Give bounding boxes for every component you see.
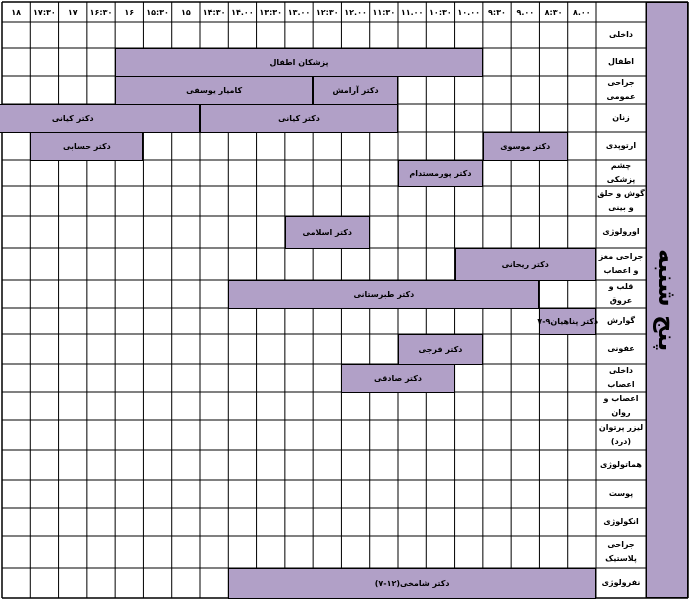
schedule-block (115, 76, 313, 105)
time-header: ۱۴:۳۰ (202, 7, 226, 17)
department-label: داخلی (609, 30, 633, 39)
department-label: عفونی (607, 344, 635, 353)
schedule-block (228, 280, 539, 309)
schedule-block (285, 216, 370, 249)
doctor-name: دکتر طبرستانی (353, 290, 415, 299)
schedule-block (0, 104, 200, 133)
doctor-name: دکتر شامخی(۱۲-۷) (374, 579, 450, 588)
department-label: اورولوژی (602, 227, 640, 236)
schedule-block (398, 334, 483, 365)
department-label: هماتولوژی (600, 460, 642, 469)
time-header: ۱۰.۰۰ (457, 7, 480, 17)
schedule-block (228, 568, 596, 599)
schedule-block (313, 76, 398, 105)
schedule-block (537, 308, 599, 335)
department-label: گوش و حلق و بینی (597, 189, 645, 212)
time-header: ۱۶:۳۰ (89, 7, 113, 17)
department-label: قلب و عروق (608, 282, 634, 305)
department-label: جراحی عمومی (606, 78, 636, 101)
doctor-name: دکتر فرجی (418, 345, 463, 354)
doctor-name: کامیار یوسفی (186, 86, 243, 95)
department-label: اعصاب و روان (603, 394, 639, 417)
doctor-name: پزشکان اطفال (269, 58, 329, 67)
time-header: ۱۳.۰۰ (287, 7, 311, 17)
department-label: لیزر پرتوان (درد) (598, 423, 644, 446)
department-label: زنان (612, 113, 630, 122)
doctor-name: دکتر کیانی (51, 114, 94, 123)
department-label: ارتوپدی (605, 141, 637, 150)
time-header: ۱۵:۳۰ (146, 7, 169, 17)
doctor-name: دکتر آرامش (332, 86, 379, 95)
schedule-block (115, 48, 483, 77)
time-header: ۱۴.۰۰ (231, 7, 254, 17)
time-header: ۸.۰۰ (573, 7, 591, 17)
time-header: ۱۱:۳۰ (372, 7, 396, 17)
department-label: انکولوژی (603, 517, 639, 526)
schedule-block (30, 132, 143, 161)
time-header: ۱۷ (67, 7, 78, 17)
time-header: ۱۰:۳۰ (429, 7, 452, 17)
time-header: ۹.۰۰ (516, 7, 535, 17)
schedule-block (398, 160, 483, 187)
department-label: جراحی پلاستیک (605, 540, 637, 563)
day-label: پنج شنبه (653, 248, 681, 352)
doctor-name: دکتر پورمستدام (409, 169, 472, 178)
department-label: داخلی اعصاب (607, 366, 635, 389)
department-label: جراحی مغز و اعصاب (598, 252, 644, 275)
time-header: ۱۸ (11, 7, 22, 17)
time-header: ۱۷:۳۰ (33, 7, 56, 17)
doctor-name: دکتر ریحانی (501, 260, 549, 269)
doctor-name: دکتر کیانی (278, 114, 320, 123)
day-label-box (646, 2, 688, 598)
department-label: پوست (608, 489, 634, 498)
doctor-name: دکتر پناهیان۹-۷ (537, 317, 599, 326)
time-header: ۹:۳۰ (488, 7, 506, 17)
doctor-name: دکتر اسلامی (302, 228, 353, 237)
time-header: ۱۲:۳۰ (315, 7, 339, 17)
department-label: اطفال (608, 57, 634, 66)
doctor-name: دکتر موسوی (500, 142, 551, 151)
time-header: ۱۶ (124, 7, 135, 17)
time-header: ۱۵ (180, 7, 191, 17)
department-label: چشم پزشکی (606, 161, 636, 184)
schedule-block (341, 364, 454, 393)
department-label: گوارش (606, 316, 636, 325)
time-header: ۸:۳۰ (544, 7, 563, 17)
schedule-block (455, 248, 596, 281)
doctor-name: دکتر صادقی (374, 374, 422, 383)
department-label: نفرولوژی (601, 578, 641, 587)
schedule-block (200, 104, 398, 133)
time-header: ۱۲.۰۰ (344, 7, 367, 17)
time-header: ۱۱.۰۰ (400, 7, 424, 17)
doctor-name: دکتر حسابی (62, 142, 111, 151)
time-header: ۱۳:۳۰ (259, 7, 283, 17)
schedule-block (483, 132, 568, 161)
